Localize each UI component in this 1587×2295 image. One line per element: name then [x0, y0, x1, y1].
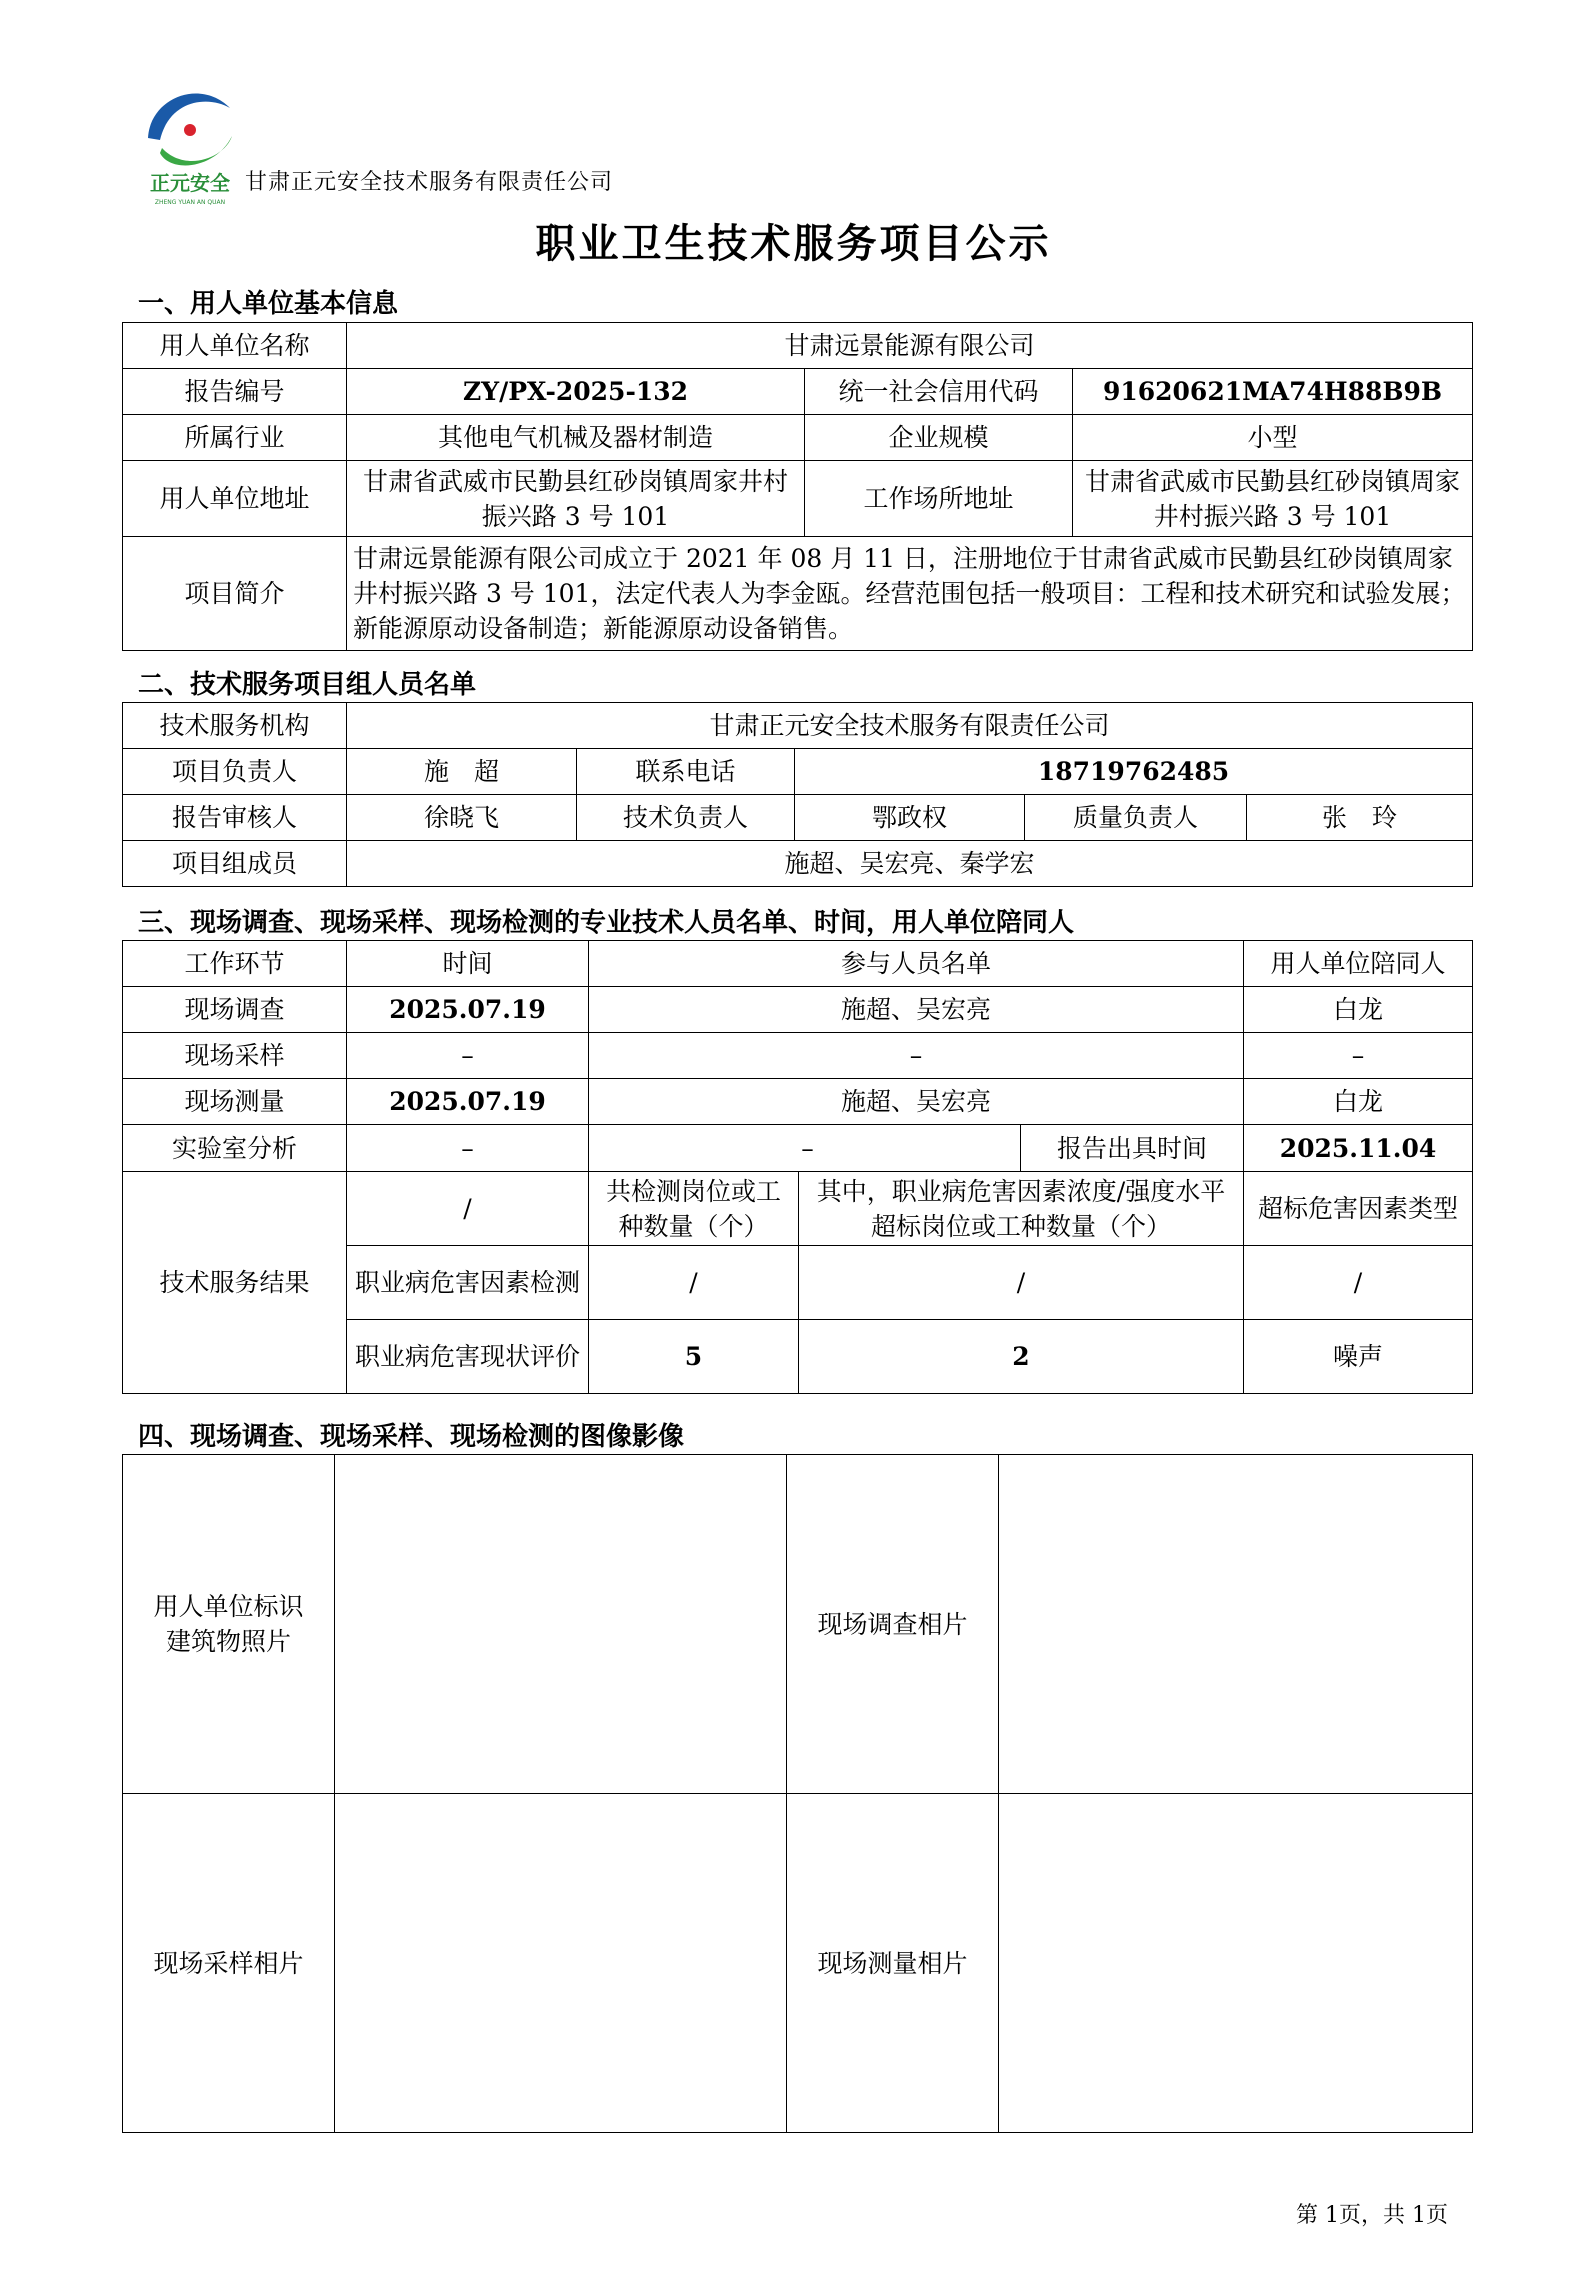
photo-label: 现场测量相片: [787, 1794, 999, 2133]
result-value: /: [799, 1246, 1244, 1320]
table-row: [123, 323, 1473, 369]
table-row: [123, 1125, 1473, 1172]
value-cell: 甘肃省武威市民勤县红砂岗镇周家井村振兴路 3 号 101: [1073, 461, 1473, 537]
time-cell: 2025.07.19: [347, 987, 589, 1033]
stage-cell: 现场采样: [123, 1033, 347, 1079]
people-cell: 施超、吴宏亮: [589, 1079, 1244, 1125]
label-cell: 所属行业: [123, 415, 347, 461]
table-row: [123, 987, 1473, 1033]
label-cell: 统一社会信用代码: [805, 369, 1073, 415]
page-number: 第 1页，共 1页: [1296, 2203, 1448, 2228]
stage-cell: 现场调查: [123, 987, 347, 1033]
document-title: 职业卫生技术服务项目公示: [535, 220, 1052, 267]
photo-label: 现场调查相片: [787, 1455, 999, 1794]
label-cell: 技术负责人: [577, 795, 795, 841]
label-cell: 项目负责人: [123, 749, 347, 795]
value-cell: 甘肃省武威市民勤县红砂岗镇周家井村振兴路 3 号 101: [347, 461, 805, 537]
section4-heading: 四、现场调查、现场采样、现场检测的图像影像: [138, 1422, 685, 1452]
table-row: [123, 1079, 1473, 1125]
table-row: [123, 537, 1473, 651]
value-cell: 小型: [1073, 415, 1473, 461]
photo-cell: [999, 1455, 1473, 1794]
report-date: 2025.11.04: [1244, 1125, 1473, 1172]
result-header: 超标危害因素类型: [1244, 1172, 1473, 1246]
section1-heading: 一、用人单位基本信息: [138, 289, 399, 319]
photos-table: [122, 1454, 1473, 2133]
photo-cell: [335, 1794, 787, 2133]
section3-heading: 三、现场调查、现场采样、现场检测的专业技术人员名单、时间，用人单位陪同人: [138, 908, 1075, 938]
label-cell: 工作场所地址: [805, 461, 1073, 537]
photo-cell: [999, 1794, 1473, 2133]
stage-cell: 现场测量: [123, 1079, 347, 1125]
header-cell: 工作环节: [123, 941, 347, 987]
header-cell: 时间: [347, 941, 589, 987]
lab-split-cell: [589, 1125, 1244, 1172]
company-name-header: 甘肃正元安全技术服务有限责任公司: [245, 170, 614, 195]
company-logo: [140, 78, 240, 208]
credit-code: 91620621MA74H88B9B: [1073, 369, 1473, 415]
table-row: [123, 703, 1473, 749]
label-cell: 报告编号: [123, 369, 347, 415]
result-value: 5: [589, 1320, 799, 1394]
people-cell: 施超、吴宏亮: [589, 987, 1244, 1033]
label-cell: 技术服务机构: [123, 703, 347, 749]
result-header: 共检测岗位或工种数量（个）: [589, 1172, 799, 1246]
table-row: [123, 841, 1473, 887]
table-row: [123, 1455, 1473, 1794]
lab-people: –: [801, 1133, 814, 1163]
value-cell: 施 超: [347, 749, 577, 795]
table-row: [123, 1033, 1473, 1079]
svg-text:ZHENG YUAN AN QUAN: ZHENG YUAN AN QUAN: [154, 199, 226, 206]
header-cell: 用人单位陪同人: [1244, 941, 1473, 987]
value-cell: 施超、吴宏亮、秦学宏: [347, 841, 1473, 887]
field-work-table: [122, 940, 1473, 1394]
section2-heading: 二、技术服务项目组人员名单: [138, 670, 477, 700]
table-row: [123, 1794, 1473, 2133]
escort-cell: 白龙: [1244, 1079, 1473, 1125]
label-cell: 报告审核人: [123, 795, 347, 841]
table-row: [123, 1172, 1473, 1246]
report-date-label: 报告出具时间: [1020, 1125, 1243, 1171]
time-cell: –: [347, 1033, 589, 1079]
value-cell: 徐晓飞: [347, 795, 577, 841]
escort-cell: –: [1244, 1033, 1473, 1079]
label-cell: 用人单位地址: [123, 461, 347, 537]
result-item: 职业病危害因素检测: [347, 1246, 589, 1320]
photo-cell: [335, 1455, 787, 1794]
stage-cell: 实验室分析: [123, 1125, 347, 1172]
label-cell: 质量负责人: [1025, 795, 1247, 841]
table-row: [123, 795, 1473, 841]
result-header: /: [347, 1172, 589, 1246]
result-value: 噪声: [1244, 1320, 1473, 1394]
header-cell: 参与人员名单: [589, 941, 1244, 987]
time-cell: 2025.07.19: [347, 1079, 589, 1125]
escort-cell: 白龙: [1244, 987, 1473, 1033]
label-cell: 用人单位名称: [123, 323, 347, 369]
value-cell: 其他电气机械及器材制造: [347, 415, 805, 461]
result-label: 技术服务结果: [123, 1172, 347, 1394]
table-row: [123, 461, 1473, 537]
phone-number: 18719762485: [795, 749, 1473, 795]
result-item: 职业病危害现状评价: [347, 1320, 589, 1394]
table-row: [123, 941, 1473, 987]
label-cell: 联系电话: [577, 749, 795, 795]
label-cell: 项目组成员: [123, 841, 347, 887]
project-summary: 甘肃远景能源有限公司成立于 2021 年 08 月 11 日，注册地位于甘肃省武威市民勤县红砂岗镇周家井村振兴路 3 号 101，法定代表人为李金瓯。经营范围包括一般项目：工程和技术研究和试验发展；新能源原动设备制造；新能源原动设备销售。: [347, 537, 1473, 651]
label-cell: 企业规模: [805, 415, 1073, 461]
value-cell: 甘肃远景能源有限公司: [347, 323, 1473, 369]
report-number: ZY/PX-2025-132: [347, 369, 805, 415]
table-row: [123, 415, 1473, 461]
photo-label: 现场采样相片: [123, 1794, 335, 2133]
value-cell: 张 玲: [1247, 795, 1473, 841]
photo-label: 用人单位标识建筑物照片: [123, 1455, 335, 1794]
team-table: [122, 702, 1473, 887]
result-value: 2: [799, 1320, 1244, 1394]
people-cell: –: [589, 1033, 1244, 1079]
result-header: 其中，职业病危害因素浓度/强度水平超标岗位或工种数量（个）: [799, 1172, 1244, 1246]
label-cell: 项目简介: [123, 537, 347, 651]
table-row: [123, 369, 1473, 415]
time-cell: –: [347, 1125, 589, 1172]
value-cell: 鄂政权: [795, 795, 1025, 841]
result-value: /: [589, 1246, 799, 1320]
result-value: /: [1244, 1246, 1473, 1320]
basic-info-table: [122, 322, 1473, 651]
svg-text:正元安全: 正元安全: [150, 171, 230, 195]
value-cell: 甘肃正元安全技术服务有限责任公司: [347, 703, 1473, 749]
table-row: [123, 749, 1473, 795]
